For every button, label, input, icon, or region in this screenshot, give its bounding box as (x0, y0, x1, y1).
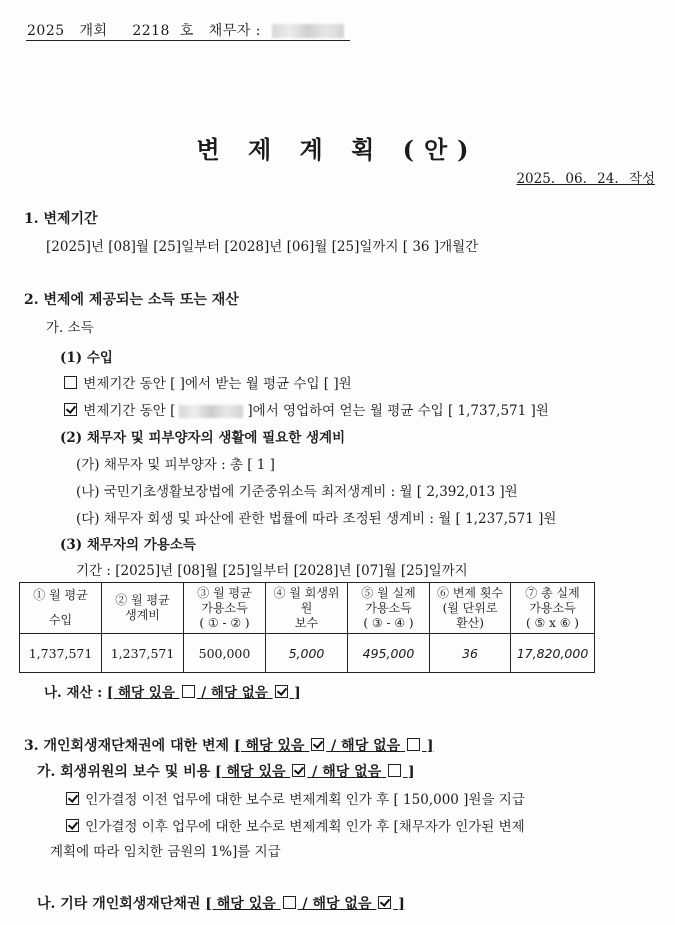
revenue-option-business (62, 399, 549, 419)
section1-heading: 1. 변제기간 (24, 211, 98, 227)
post-approval-text-line2: 계획에 따라 임치한 금원의 1%]를 지급 (50, 844, 281, 860)
property-no-label: 해당 없음 (210, 685, 268, 701)
cell-available-income: 500,000 (184, 634, 266, 673)
living-cost-heading: (2) 채무자 및 피부양자의 생활에 필요한 생계비 (60, 430, 346, 446)
header-trustee-fee: ④ 월 회생위원 보수 (266, 583, 348, 634)
cell-total-available-income: 17,820,000 (511, 634, 595, 673)
pre-approval-checkbox[interactable] (66, 792, 79, 805)
debtor-label: 채무자 : (208, 23, 262, 39)
business-option-text-a: 변제기간 동안 [ (83, 403, 176, 419)
revenue-option-salary (62, 372, 352, 392)
trustee-yes-label: 해당 있음 (226, 764, 286, 780)
post-approval-text-line1: 인가결정 이후 업무에 대한 보수로 변제계획 인가 후 [채무자가 인가된 변제 (85, 819, 525, 835)
property-line: 나. 재산 : [ 해당 있음 / 해당 없음 ] (44, 685, 301, 701)
header-actual-available-income: ⑤ 월 실제 가용소득 ( ③ - ④ ) (348, 583, 430, 634)
cell-monthly-income: 1,737,571 (20, 634, 102, 673)
fee-item-post-approval (64, 815, 525, 835)
document-title: 변 제 계 획 (안) (196, 135, 479, 164)
cell-repayment-count: 36 (430, 634, 511, 673)
other-yes-checkbox[interactable] (283, 896, 296, 909)
section1-period: [2025]년 [08]월 [25]일부터 [2028]년 [06]월 [25]일까지 [ 36 ]개월간 (46, 239, 479, 255)
cell-trustee-fee: 5,000 (266, 634, 348, 673)
case-header (27, 20, 344, 40)
other-no-label: 해당 없음 (312, 896, 372, 912)
trustee-fee-heading: 가. 회생위원의 보수 및 비용 (37, 764, 211, 780)
property-yes-label: 해당 있음 (118, 685, 175, 701)
property-no-checkbox[interactable] (275, 685, 288, 698)
section3-no-label: 해당 없음 (341, 738, 401, 754)
document-date: 2025. 06. 24. 작성 (516, 171, 655, 187)
section3-yes-checkbox[interactable] (311, 738, 324, 751)
cell-actual-available-income: 495,000 (348, 634, 430, 673)
property-label: 나. 재산 : (44, 685, 103, 701)
redacted-debtor-name (272, 24, 344, 38)
section3-no-checkbox[interactable] (407, 738, 420, 751)
trustee-no-label: 해당 없음 (322, 764, 382, 780)
case-suffix: 호 (179, 23, 194, 39)
section2-heading: 2. 변제에 제공되는 소득 또는 재산 (24, 292, 239, 308)
disposable-income-heading: (3) 채무자의 가용소득 (60, 537, 196, 553)
fee-item-pre-approval (64, 788, 525, 808)
case-year: 2025 (27, 23, 65, 39)
section3-yes-label: 해당 있음 (245, 738, 305, 754)
section3-heading: 3. 개인회생재단채권에 대한 변제 (24, 738, 230, 754)
redacted-business-name (179, 405, 243, 418)
other-claims-line: 나. 기타 개인회생재단채권 [ 해당 있음 / 해당 없음 ] (37, 896, 405, 912)
header-underline (26, 40, 350, 41)
cell-living-cost: 1,237,571 (102, 634, 184, 673)
salary-option-text: 변제기간 동안 [ ]에서 받는 월 평균 수입 [ ]원 (83, 376, 352, 392)
header-living-cost: ② 월 평균 생계비 (102, 583, 184, 634)
income-subheading: 가. 소득 (46, 320, 94, 336)
dependents-line: (가) 채무자 및 피부양자 : 총 [ 1 ] (76, 457, 275, 473)
property-yes-checkbox[interactable] (182, 685, 195, 698)
trustee-no-checkbox[interactable] (388, 764, 401, 777)
revenue-heading: (1) 수입 (60, 350, 113, 366)
header-available-income: ③ 월 평균 가용소득 ( ① - ② ) (184, 583, 266, 634)
trustee-yes-checkbox[interactable] (292, 764, 305, 777)
header-total-available-income: ⑦ 총 실제 가용소득 ( ⑤ x ⑥ ) (511, 583, 595, 634)
salary-checkbox[interactable] (64, 376, 77, 389)
table-row (20, 634, 595, 673)
trustee-fee-line: 가. 회생위원의 보수 및 비용 [ 해당 있음 / 해당 없음 ] (37, 764, 415, 780)
adjusted-living-cost-line: (다) 채무자 회생 및 파산에 관한 법률에 따라 조정된 생계비 : 월 [ 1,237,571 ]원 (76, 511, 557, 527)
disposable-income-table (19, 582, 595, 673)
business-option-text-b: ]에서 영업하여 얻는 월 평균 수입 [ 1,737,571 ]원 (247, 403, 549, 419)
header-monthly-income: ① 월 평균 수입 (20, 583, 102, 634)
table-header-row (20, 583, 595, 634)
min-living-cost-line: (나) 국민기초생활보장법에 기준중위소득 최저생계비 : 월 [ 2,392,013 ]원 (76, 484, 518, 500)
header-repayment-count: ⑥ 변제 횟수 (월 단위로 환산) (430, 583, 511, 634)
pre-approval-text: 인가결정 이전 업무에 대한 보수로 변제계획 인가 후 [ 150,000 ]원을 지급 (85, 792, 525, 808)
post-approval-checkbox[interactable] (66, 819, 79, 832)
business-checkbox[interactable] (64, 403, 77, 416)
section3-line: 3. 개인회생재단채권에 대한 변제 [ 해당 있음 / 해당 없음 ] (24, 738, 434, 754)
disposable-income-period: 기간 : [2025]년 [08]월 [25]일부터 [2028]년 [07]월 [25]일까지 (76, 563, 468, 579)
other-claims-heading: 나. 기타 개인회생재단채권 (37, 896, 201, 912)
case-number: 2218 (132, 23, 170, 39)
other-yes-label: 해당 있음 (216, 896, 276, 912)
court-label: 개회 (79, 23, 108, 39)
other-no-checkbox[interactable] (378, 896, 391, 909)
